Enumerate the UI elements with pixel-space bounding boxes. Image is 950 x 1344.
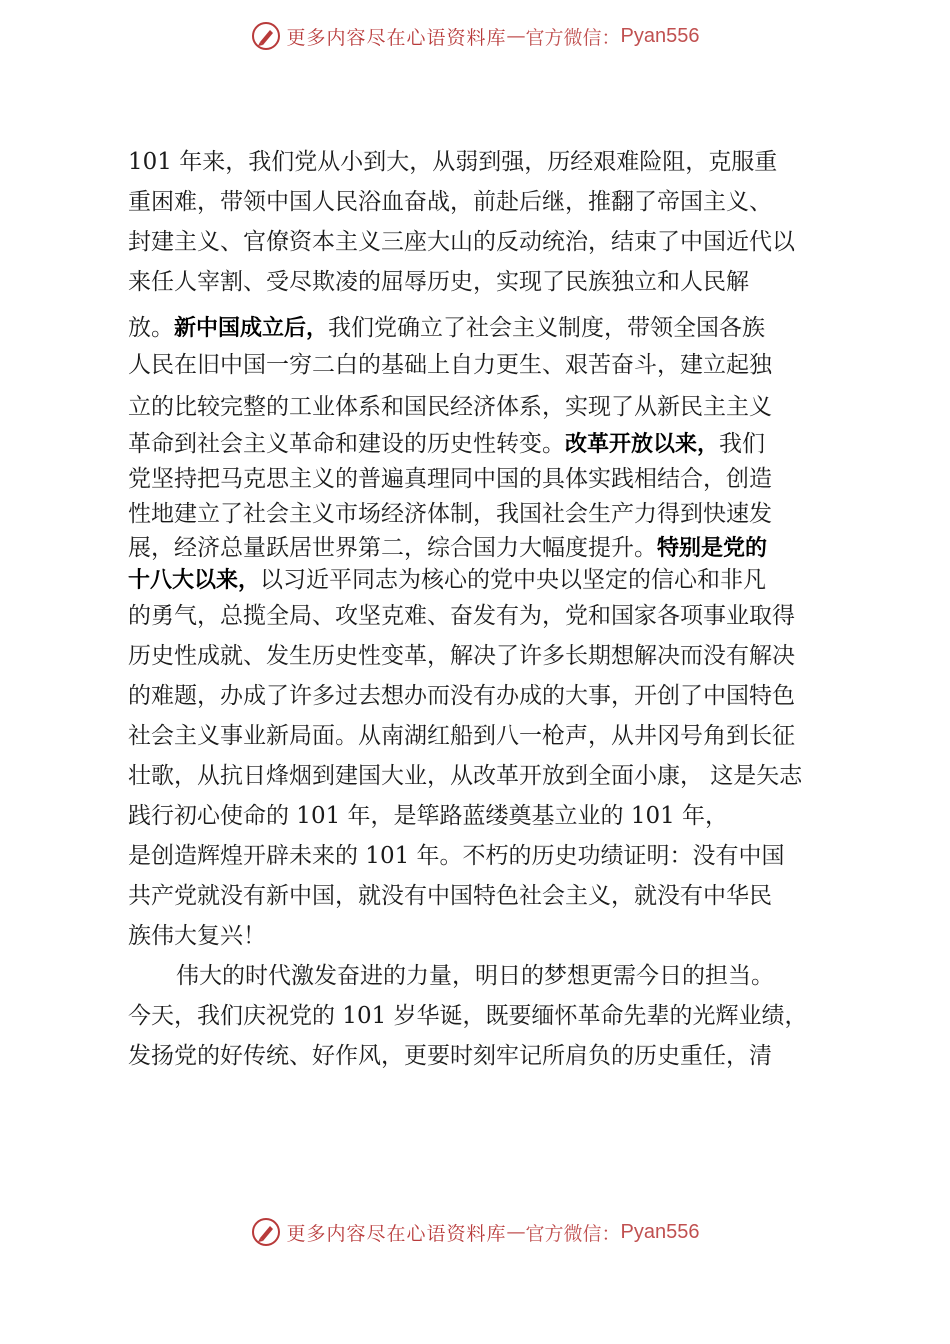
text-line: 放。新中国成立后，我们党确立了社会主义制度，带领全国各族 — [128, 315, 766, 341]
header-promo-text: 更多内容尽在心语资料库 — [286, 26, 507, 49]
bold-heading: 特别是党的 — [657, 536, 768, 561]
text-line: 的勇气，总揽全局、攻坚克难、奋发有为，党和国家各项事业取得 — [128, 603, 795, 629]
pen-logo-icon — [251, 21, 281, 51]
text-line: 立的比较完整的工业体系和国民经济体系，实现了从新民主主义 — [128, 394, 772, 420]
text-line: 封建主义、官僚资本主义三座大山的反动统治，结束了中国近代以 — [128, 229, 795, 255]
text-line: 101 年来，我们党从小到大，从弱到强，历经艰难险阻，克服重 — [128, 149, 778, 175]
text-line: 族伟大复兴！ — [128, 923, 266, 949]
document-body — [128, 142, 848, 1076]
text-line: 历史性成就、发生历史性变革，解决了许多长期想解决而没有解决 — [128, 643, 795, 669]
text-line: 性地建立了社会主义市场经济体制，我国社会生产力得到快速发 — [128, 501, 772, 527]
pen-logo-icon — [251, 1217, 281, 1247]
text-line: 共产党就没有新中国，就没有中国特色社会主义，就没有中华民 — [128, 883, 772, 909]
text-line: 来任人宰割、受尽欺凌的屈辱历史，实现了民族独立和人民解 — [128, 269, 749, 295]
text-line: 践行初心使命的 101 年，是筚路蓝缕奠基立业的 101 年， — [128, 803, 729, 829]
text-line: 人民在旧中国一穷二白的基础上自力更生、艰苦奋斗，建立起独 — [128, 352, 772, 378]
footer-official-label: 官方微信： — [525, 1222, 621, 1245]
text-line: 是创造辉煌开辟未来的 101 年。不朽的历史功绩证明：没有中国 — [128, 843, 785, 869]
text-line: 伟大的时代激发奋进的力量，明日的梦想更需今日的担当。 — [176, 963, 774, 989]
bold-heading: 改革开放以来， — [565, 432, 720, 457]
text-line: 革命到社会主义革命和建设的历史性转变。改革开放以来，我们 — [128, 431, 766, 457]
text-line: 今天，我们庆祝党的 101 岁华诞，既要缅怀革命先辈的光辉业绩， — [128, 1003, 808, 1029]
text-line: 党坚持把马克思主义的普遍真理同中国的具体实践相结合，创造 — [128, 466, 772, 492]
header-official-label: 官方微信： — [525, 26, 621, 49]
footer-banner — [0, 1212, 950, 1252]
header-wechat-id: Pyan556 — [620, 24, 700, 47]
footer-separator: — — [506, 1221, 526, 1243]
text-line: 十八大以来，以习近平同志为核心的党中央以坚定的信心和非凡 — [128, 567, 767, 593]
text-line: 重困难，带领中国人民浴血奋战，前赴后继，推翻了帝国主义、 — [128, 189, 772, 215]
header-separator: — — [506, 25, 526, 47]
text-line: 展，经济总量跃居世界第二，综合国力大幅度提升。特别是党的 — [128, 535, 768, 561]
text-line: 壮歌，从抗日烽烟到建国大业，从改革开放到全面小康， 这是矢志 — [128, 763, 803, 789]
text-line: 的难题，办成了许多过去想办而没有办成的大事，开创了中国特色 — [128, 683, 795, 709]
bold-heading: 十八大以来， — [128, 568, 261, 593]
footer-wechat-id: Pyan556 — [620, 1220, 700, 1243]
text-line: 社会主义事业新局面。从南湖红船到八一枪声，从井冈号角到长征 — [128, 723, 795, 749]
footer-promo-text: 更多内容尽在心语资料库 — [286, 1222, 507, 1245]
text-line: 发扬党的好传统、好作风，更要时刻牢记所肩负的历史重任，清 — [128, 1043, 772, 1069]
bold-heading: 新中国成立后， — [174, 316, 329, 341]
header-banner — [0, 16, 950, 56]
